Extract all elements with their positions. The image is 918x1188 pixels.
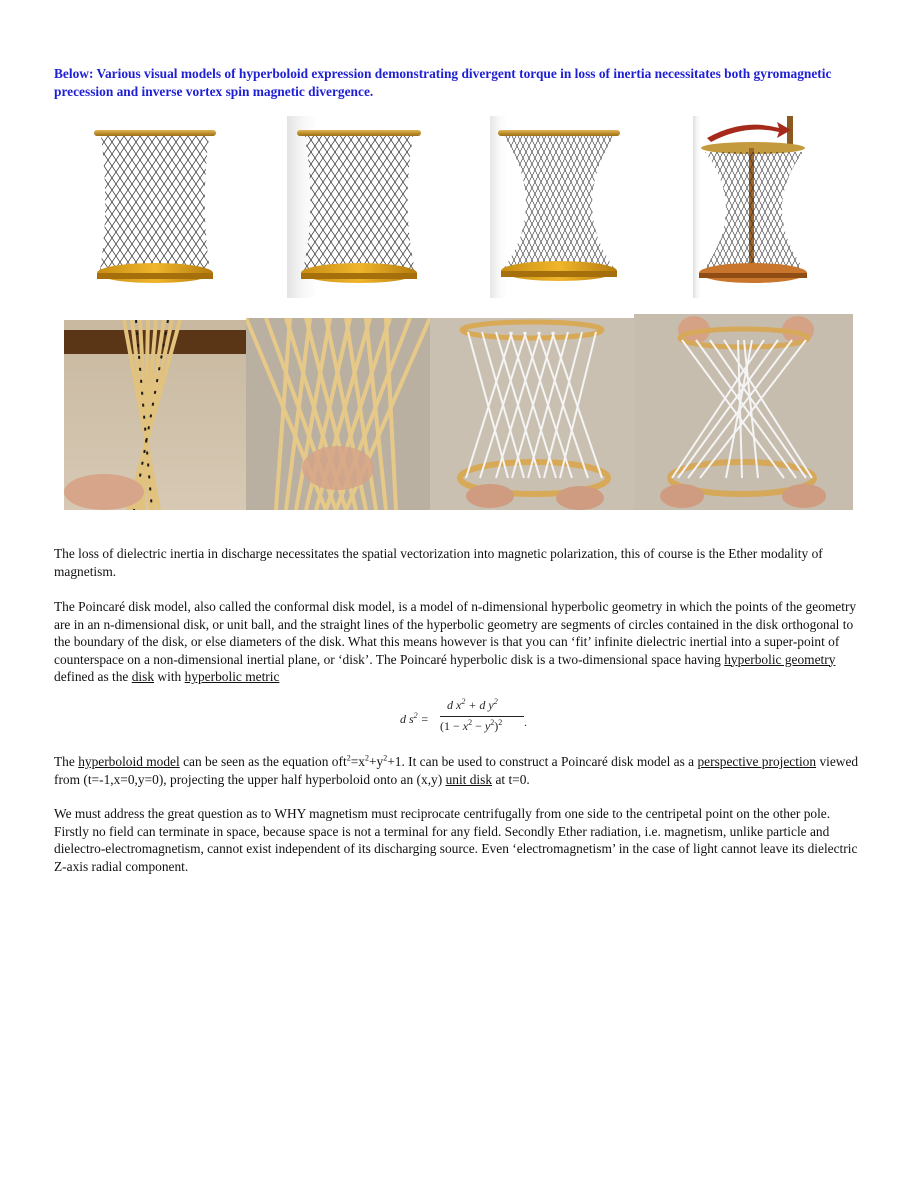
wooden-stick-lattice-photo xyxy=(246,318,430,510)
unit-disk-link[interactable]: unit disk xyxy=(445,771,493,787)
paragraph-poincare-disk xyxy=(54,598,864,686)
formula-denominator: $(1 - x^2 - y^2)^2$ xyxy=(440,718,503,733)
poincare-text-part-2: defined as the xyxy=(54,669,129,684)
paragraph-hyperboloid-model: The hyperboloid model can be seen as the equation $oft^2=x^2+y^2+1$. It can be used to construct a Poincaré disk model as a perspective projection viewed from (t=-1,x=0,y=0), projecting the upper half hyperboloid onto an (x,y) unit disk at t=0. xyxy=(54,753,859,787)
perspective-projection-link[interactable]: perspective projection xyxy=(697,754,817,769)
hyperboloid-model-hourglass-image xyxy=(490,116,632,298)
paragraph-why-magnetism: We must address the great question as to WHY magnetism must reciprocate centrifugally from one side to the centripetal point on the other pole. Firstly no field can terminate in space, because space is not a terminal for any field. Secondly Ether radiation, i.e. magnetism, unlike particle and dielectro-electromagnetism, cannot exist independent of its discharging source. Even ‘electromagnetism’ in the case of light cannot leave its dielectric Z-axis radial component. xyxy=(54,806,858,874)
hyperboloid-model-cylinder-image xyxy=(88,118,224,298)
hyperboloid-model-slight-twist-image xyxy=(287,116,445,298)
disk-link[interactable]: disk xyxy=(131,669,155,684)
string-hoop-hourglass-photo xyxy=(634,314,853,510)
figure-caption: Below: Various visual models of hyperboloid expression demonstrating divergent torque in loss of inertia necessitates both gyromagnetic precession and inverse vortex spin magnetic divergence. xyxy=(54,66,832,99)
string-hoop-hyperboloid-photo xyxy=(430,318,636,510)
hyperbolic-metric-link[interactable]: hyperbolic metric xyxy=(184,669,280,684)
hyperbolic-geometry-link[interactable]: hyperbolic geometry xyxy=(724,651,836,667)
formula-fraction-bar xyxy=(440,716,524,717)
paragraph-dielectric-inertia: The loss of dielectric inertia in discharge necessitates the spatial vectorization into magnetic polarization, this of course is the Ether modality of magnetism. xyxy=(54,546,823,579)
hyperboloid-model-link[interactable]: hyperboloid model xyxy=(78,754,180,769)
poincare-text-part-3: with xyxy=(157,669,182,684)
poincare-text-part-1: The Poincaré disk model, also called the conformal disk model, is a model of n-dimensional hyperbolic geometry in which the points of the geometry are in an n-dimensional disk, or unit ball, and the straight lines of the hyperbolic geometry are segments of circles contained in the disk orthogonal to the boundary of the disk, or else diameters of the disk. What this means however is that you can ‘fit’ infinite dielectric inertial into a super-point of counterspace on a non-dimensional inertial plane, or ‘disk’. The Poincaré hyperbolic disk is a two-dimensional space having xyxy=(54,599,857,667)
hyperbolic-metric-formula xyxy=(400,697,540,741)
formula-numerator: d $x^2 + d$ $y^2$ xyxy=(447,697,498,712)
formula-lhs: d $s^2$ = xyxy=(400,711,429,726)
hyperboloid-model-rotation-arrow-image xyxy=(693,116,817,298)
wooden-stick-hyperboloid-photo xyxy=(64,320,246,510)
formula-period: . xyxy=(524,715,527,729)
